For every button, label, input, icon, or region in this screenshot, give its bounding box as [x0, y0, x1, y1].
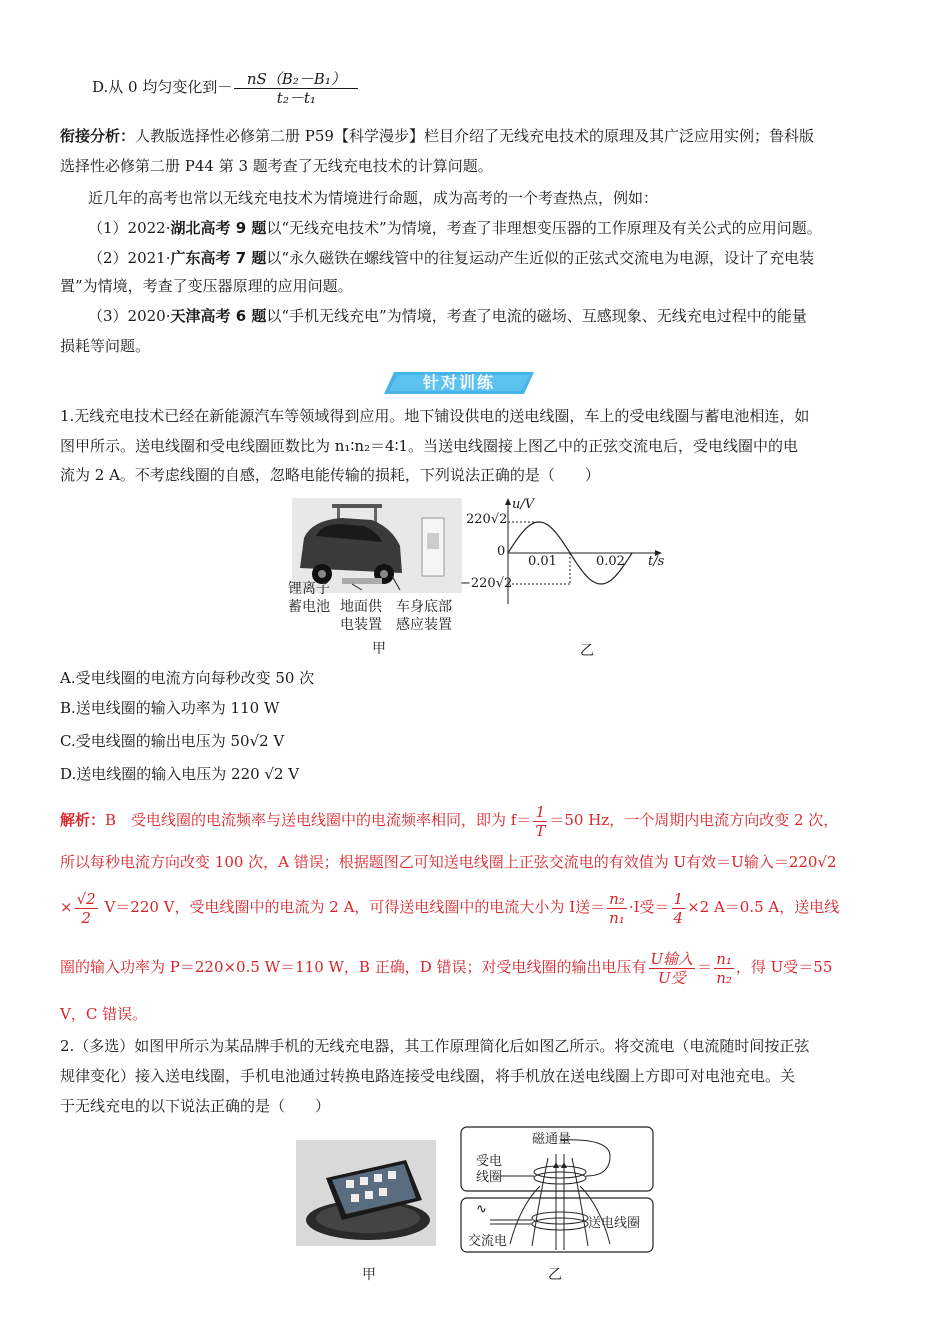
analysis-line-2: 选择性必修第二册 P44 第 3 题考查了无线充电技术的计算问题。: [60, 157, 493, 175]
solution-line-5: V，C 错误。: [60, 1005, 148, 1023]
car-charging-photo: [292, 498, 462, 593]
diagram-label-sender: 送电线圈: [588, 1216, 641, 1231]
q1-line-3: 流为 2 A。不考虑线圈的自感，忽略电能传输的损耗，下列说法正确的是（ ）: [60, 466, 600, 484]
graph-xtick-1: 0.01: [528, 554, 557, 569]
q1-option-d: D.送电线圈的输入电压为 220 √2 V: [60, 765, 300, 783]
analysis-item-3-cont: 损耗等问题。: [60, 337, 151, 355]
q1-line-2: 图甲所示。送电线圈和受电线圈匝数比为 n₁∶n₂＝4∶1。当送电线圈接上图乙中的正弦交流电后，受电线圈中的电: [60, 437, 799, 455]
q1-option-b: B.送电线圈的输入功率为 110 W: [60, 699, 280, 717]
fig2-caption-jia: 甲: [362, 1267, 376, 1283]
phone-charger-photo: [296, 1140, 436, 1246]
fig1-caption-yi: 乙: [580, 643, 594, 659]
analysis-label: 衔接分析：: [60, 127, 136, 145]
label-battery: 锂离子 蓄电池: [288, 581, 330, 615]
solution-line-4: 圈的输入功率为 P＝220×0.5 W＝110 W，B 正确，D 错误；对受电线圈的输出电压有 $\frac{\text{U输入}}{\text{U受}}$ ＝ $\frac{\text{n₁}}{\text{n₂}}$ ，得 U受＝55: [60, 949, 833, 987]
analysis-text-1: 人教版选择性必修第二册 P59【科学漫步】栏目介绍了无线充电技术的原理及其广泛应用实例；鲁科版: [135, 127, 814, 145]
q1-option-a: A.受电线圈的电流方向每秒改变 50 次: [60, 669, 315, 687]
banner-title: 针对训练: [422, 373, 495, 392]
q2-line-2: 规律变化）接入送电线圈，手机电池通过转换电路连接受电线圈，将手机放在送电线圈上方即可对电池充电。关: [60, 1067, 796, 1085]
option-d-prev: [92, 62, 922, 112]
graph-xtick-2: 0.02: [596, 554, 625, 569]
analysis-item-1: （1）2022·湖北高考 9 题以“无线充电技术”为情境，考查了非理想变压器的工作原理及有关公式的应用问题。: [88, 219, 822, 237]
diagram-label-ac: 交流电: [468, 1234, 508, 1249]
analysis-item-2: （2）2021·广东高考 7 题以“永久磁铁在螺线管中的往复运动产生近似的正弦式交流电为电源，设计了充电装: [88, 249, 815, 267]
solution-line-2: 所以每秒电流方向改变 100 次，A 错误；根据题图乙可知送电线圈上正弦交流电的有效值为 U有效＝U输入＝220√2: [60, 853, 837, 871]
graph-ytick-bottom: −220√2: [460, 576, 513, 591]
fraction-denominator: t₂－t₁: [276, 88, 316, 107]
analysis-item-2-cont: 置”为情境，考查了变压器原理的应用问题。: [60, 277, 353, 295]
label-induction-device: 车身底部 感应装置: [396, 599, 452, 633]
option-d-prefix: D.从 0 均匀变化到－: [92, 78, 233, 96]
analysis-line-3: 近几年的高考也常以无线充电技术为情境进行命题，成为高考的一个考查热点，例如：: [88, 189, 659, 207]
diagram-ac-symbol: ∿: [476, 1202, 487, 1217]
q1-line-1: 1.无线充电技术已经在新能源汽车等领域得到应用。地下铺设供电的送电线圈，车上的受电线圈与蓄电池相连，如: [60, 407, 810, 425]
graph-ylabel: u/V: [512, 497, 535, 512]
graph-ytick-top: 220√2: [466, 512, 508, 527]
fig2-caption-yi: 乙: [548, 1267, 562, 1283]
q1-option-c: C.受电线圈的输出电压为 50√2 V: [60, 732, 285, 750]
q2-line-3: 于无线充电的以下说法正确的是（ ）: [60, 1097, 331, 1115]
diagram-label-flux: 磁通量: [532, 1132, 572, 1147]
solution-line-1: 解析：B 受电线圈的电流频率与送电线圈中的电流频率相同，即为 f＝ $\frac{1}{T}$ ＝50 Hz，一个周期内电流方向改变 2 次，: [60, 802, 839, 840]
graph-xlabel: t/s: [648, 554, 665, 569]
label-ground-supply: 地面供 电装置: [340, 599, 382, 633]
diagram-label-receiver: 受电 线圈: [476, 1154, 503, 1185]
fraction-numerator: nS（B₂－B₁）: [234, 70, 358, 89]
analysis-item-3: （3）2020·天津高考 6 题以“手机无线充电”为情境，考查了电流的磁场、互感现象、无线充电过程中的能量: [88, 307, 807, 325]
section-banner: [384, 370, 534, 396]
fig1-caption-jia: 甲: [372, 641, 386, 657]
analysis-line-1: [60, 126, 890, 146]
graph-origin: 0: [497, 544, 506, 559]
q2-line-1: 2.（多选）如图甲所示为某品牌手机的无线充电器，其工作原理简化后如图乙所示。将交流电（电流随时间按正弦: [60, 1037, 810, 1055]
solution-line-3: × $\frac{√2}{2}$ V＝220 V，受电线圈中的电流为 2 A，可得送电线圈中的电流大小为 I送＝ $\frac{\text{n₂}}{\text{n₁}}$ ·I受＝ $\frac{1}{4}$ ×2 A＝0.5 A，送电线: [60, 889, 840, 927]
